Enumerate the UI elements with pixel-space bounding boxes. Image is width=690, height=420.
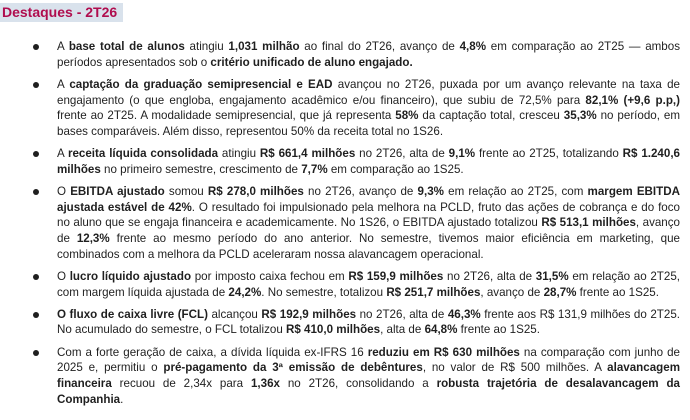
highlight-item <box>0 269 680 300</box>
highlight-bold-text: R$ 192,9 milhões <box>261 307 357 321</box>
highlight-bold-text: lucro líquido ajustado <box>69 269 192 283</box>
highlight-bold-text: R$ 661,4 milhões <box>259 147 356 161</box>
highlight-text: frente ao mesmo período do ano anterior. No semestre, tivemos maior eficiência em marketing, que combinados com a melhora da PCLD aceleraram nossa alavancagem operacional. <box>57 231 680 261</box>
highlight-bold-text: 35,3% <box>563 109 597 123</box>
highlight-bold-text: R$ 159,9 milhões <box>348 269 444 283</box>
bullet-icon <box>33 350 39 356</box>
highlight-text: recuou de 2,34x para <box>111 377 251 391</box>
highlight-text: da captação total, cresceu <box>418 109 564 123</box>
highlight-bold-text: alavancagem financeira <box>57 361 681 391</box>
bullet-icon <box>33 189 39 195</box>
highlight-text: somou <box>164 185 208 199</box>
highlight-item <box>0 39 680 70</box>
highlight-text: por imposto caixa fechou em <box>191 269 349 283</box>
highlight-bold-text: O fluxo de caixa livre (FCL) <box>57 307 208 321</box>
highlight-bold-text: captação da graduação semipresencial e EAD <box>69 77 333 91</box>
highlight-bold-text: 12,3% <box>76 231 110 245</box>
highlight-text: em relação ao 2T25, com margem líquida ajustada de <box>57 269 680 299</box>
bullet-icon <box>33 44 39 50</box>
highlight-bold-text: margem EBITDA ajustada estável de 42% <box>57 185 680 214</box>
highlight-text: . No semestre, totalizou <box>261 285 387 299</box>
highlight-bold-text: pré-pagamento da 3ª emissão de debêntures <box>163 361 423 375</box>
highlight-bold-text: reduziu em R$ 630 milhões <box>367 345 520 359</box>
highlights-list <box>0 39 680 407</box>
highlight-text: frente ao 2T25. A modalidade semipresencial, que já representa <box>57 109 396 123</box>
highlight-bold-text: receita líquida consolidada <box>67 147 219 161</box>
highlight-text: em relação ao 2T25, com <box>443 185 588 199</box>
highlight-text: , alta de <box>380 323 425 337</box>
highlight-bold-text: 9,1% <box>448 147 476 161</box>
highlight-item <box>0 184 680 262</box>
highlight-bold-text: R$ 251,7 milhões <box>386 285 481 299</box>
highlight-bold-text: R$ 513,1 milhões <box>541 216 636 230</box>
highlight-bold-text: R$ 1.240,6 milhões <box>57 147 680 176</box>
highlight-bold-text: 7,7% <box>301 162 328 176</box>
highlight-text: Com a forte geração de caixa, a dívida líquida ex-IFRS 16 <box>57 345 368 359</box>
highlight-bold-text: robusta trajetória de desalavancagem da Companhia <box>57 377 680 406</box>
highlight-text: no 2T26, alta de <box>443 269 536 283</box>
highlight-text: avançou no 2T26, puxada por um avanço relevante na taxa de engajamento (o que engloba, engajamento acadêmico e/ou financeiro), que subiu de 72,5% para <box>57 77 680 107</box>
highlight-text: no 2T26, avanço de <box>303 185 418 199</box>
highlight-item <box>0 307 680 338</box>
highlight-bold-text: 1,36x <box>250 377 280 391</box>
bullet-icon <box>33 312 39 318</box>
highlight-bold-text: 1,031 milhão <box>228 40 300 53</box>
highlight-bold-text: 9,3% <box>417 185 444 199</box>
highlight-text: O <box>57 269 70 283</box>
highlight-item <box>0 77 680 139</box>
highlight-text: no 2T26, alta de <box>355 147 449 161</box>
highlight-bold-text: R$ 410,0 milhões <box>285 323 381 337</box>
highlight-text: , avanço de <box>480 285 544 299</box>
highlight-text: no primeiro semestre, crescimento de <box>100 162 302 176</box>
highlight-text: . <box>120 392 124 406</box>
highlight-bold-text: 24,2% <box>228 285 262 299</box>
highlight-bold-text: 46,3% <box>447 307 481 321</box>
highlight-bold-text: 58% <box>395 109 419 123</box>
highlight-text: ao final do 2T26, avanço de <box>299 40 460 53</box>
highlight-text: no 2T26, consolidando a <box>279 377 437 391</box>
highlight-bold-text: base total de alunos <box>68 40 185 53</box>
highlight-text: no 2T26, alta de <box>356 307 448 321</box>
highlight-bold-text: critério unificado de aluno engajado. <box>210 55 413 69</box>
highlight-item <box>0 146 680 177</box>
highlight-text: . O resultado foi impulsionado pela melhora na PCLD, fruto das ações de cobrança e do foco no aluno que se engaja financeira e academicamente. No 1S26, o EBITDA ajustado totalizou <box>57 200 680 230</box>
highlight-item <box>0 345 680 407</box>
bullet-icon <box>33 82 39 88</box>
highlight-bold-text: 82,1% (+9,6 p.p,) <box>585 93 681 107</box>
highlight-text: atingiu <box>218 147 260 161</box>
highlight-bold-text: 64,8% <box>424 323 458 337</box>
highlight-text: alcançou <box>207 307 262 321</box>
highlight-text: em comparação ao 1S25. <box>327 162 464 176</box>
highlight-text: atingiu <box>184 40 229 53</box>
highlight-text: frente ao 1S25. <box>457 323 540 337</box>
highlight-text: no período, em bases comparáveis. Além disso, representou 50% da receita total no 1S26. <box>57 109 680 138</box>
highlight-text: frente ao 2T25, totalizando <box>475 147 623 161</box>
highlight-text: frente ao 1S25. <box>576 285 659 299</box>
highlight-bold-text: 31,5% <box>535 269 569 283</box>
highlight-text: , no valor de R$ 500 milhões. A <box>422 361 608 375</box>
highlight-bold-text: R$ 278,0 milhões <box>207 185 304 199</box>
highlight-text: A <box>57 77 70 91</box>
bullet-icon <box>33 274 39 280</box>
highlight-bold-text: EBITDA ajustado <box>70 185 165 199</box>
highlight-text: na comparação com junho de 2025 e, permitiu o <box>57 345 680 375</box>
highlight-text: A <box>57 147 68 161</box>
highlight-text: O <box>57 185 71 199</box>
highlight-text: em comparação ao 2T25 — ambos períodos apresentados sob o <box>57 40 680 69</box>
highlight-text: A <box>57 40 69 53</box>
highlight-text: frente aos R$ 131,9 milhões do 2T25. No acumulado do semestre, o FCL totalizou <box>57 307 680 337</box>
highlight-text: , avanço de <box>57 216 681 245</box>
section-title: Destaques - 2T26 <box>0 3 123 22</box>
highlight-bold-text: 4,8% <box>459 40 487 53</box>
highlight-bold-text: 28,7% <box>543 285 577 299</box>
bullet-icon <box>33 151 39 157</box>
